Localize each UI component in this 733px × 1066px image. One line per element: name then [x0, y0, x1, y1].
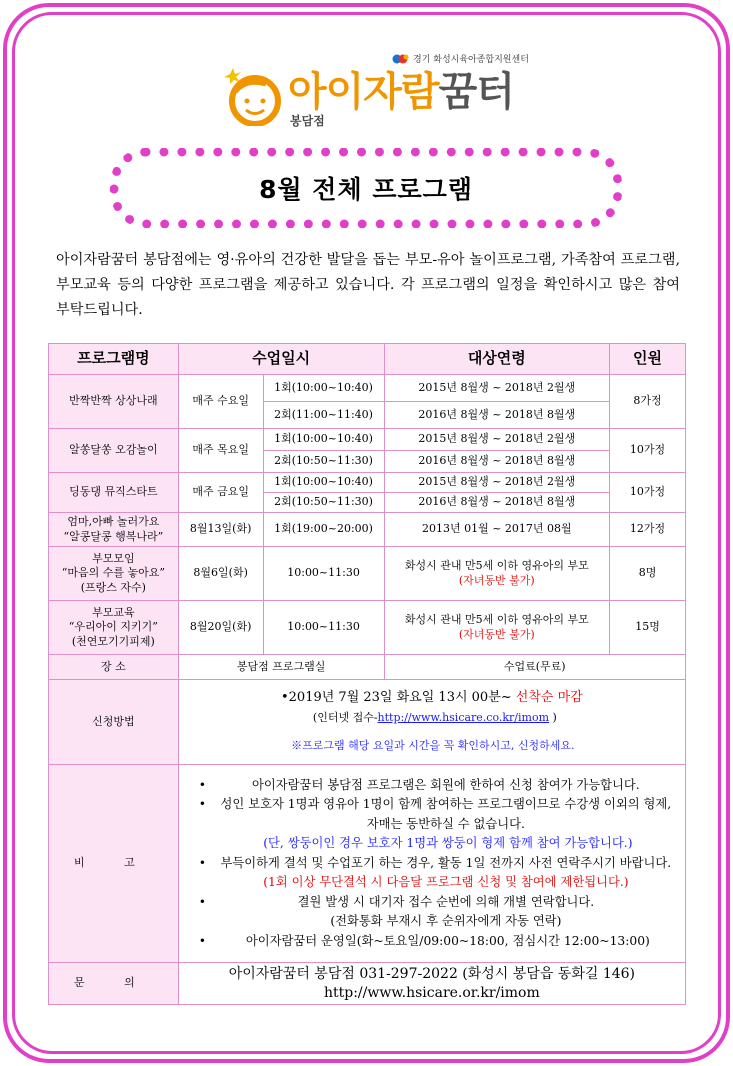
table-row [49, 547, 686, 601]
program-name: 부모모임 “마음의 수를 놓아요” (프랑스 자수) [49, 547, 179, 601]
center-logo-icon [392, 53, 410, 65]
program-name: 엄마,아빠 놀러가요 “알콩달콩 행복나라” [49, 513, 179, 547]
list-item: (단, 쌍둥이인 경우 보호자 1명과 쌍둥이 형제 함께 참여 가능합니다.) [263, 836, 633, 851]
table-row [49, 513, 686, 547]
contact-url[interactable]: http://www.hsicare.or.kr/imom [323, 984, 540, 1001]
session-time: 2회(11:00~11:40) [263, 402, 384, 429]
program-capacity: 15명 [610, 601, 686, 655]
program-day: 매주 금요일 [178, 473, 263, 513]
program-capacity: 8명 [610, 547, 686, 601]
header-program: 프로그램명 [49, 344, 179, 375]
apply-online: (인터넷 접수-http://www.hsicare.co.kr/imom ) [312, 711, 557, 725]
list-item: (1회 이상 무단결석 시 다음달 프로그램 신청 및 참여에 제한됩니다.) [263, 875, 629, 890]
program-date: 8월20일(화) [178, 601, 263, 655]
contact-row [49, 963, 686, 1005]
intro-paragraph: 아이자람꿈터 봉담점에는 영·유아의 건강한 발달을 돕는 부모-유아 놀이프로그램, 가족참여 프로그램, 부모교육 등의 다양한 프로그램을 제공하고 있습니다. 각 프로그램의 일정을 확인하시고 많은 참여 부탁드립니다. [56, 252, 680, 318]
table-row [49, 601, 686, 655]
header-age: 대상연령 [384, 344, 610, 375]
session-age: 2016년 8월생 ~ 2018년 8월생 [384, 451, 610, 473]
remarks-label: 비 고 [49, 765, 179, 963]
table-header-row [49, 344, 686, 375]
apply-content [178, 680, 685, 765]
session-age: 화성시 관내 만5세 이하 영유아의 부모 (자녀동반 불가) [384, 547, 610, 601]
list-item: • 결원 발생 시 대기자 접수 순번에 의해 개별 연락합니다. [198, 894, 595, 909]
table-row [49, 429, 686, 451]
session-time: 1회(19:00~20:00) [263, 513, 384, 547]
list-item: • 아이자람꿈터 봉담점 프로그램은 회원에 한하여 신청 참여가 가능합니다. [198, 777, 640, 792]
remarks-row [49, 765, 686, 963]
contact-content [178, 963, 685, 1005]
session-time: 1회(10:00~10:40) [263, 429, 384, 451]
table-row [49, 473, 686, 493]
fee-value: 수업료(무료) [384, 655, 685, 680]
apply-label: 신청방법 [49, 680, 179, 765]
apply-date: •2019년 7월 23일 화요일 13시 00분~ 선착순 마감 [280, 690, 583, 706]
program-name: 반짝반짝 상상나래 [49, 375, 179, 429]
session-time: 1회(10:00~10:40) [263, 473, 384, 493]
remarks-list [199, 776, 677, 952]
page-title: 8월 전체 프로그램 [259, 175, 473, 204]
apply-row [49, 680, 686, 765]
list-item: • 부득이하게 결석 및 수업포기 하는 경우, 활동 1일 전까지 사전 연락주시기 바랍니다. [198, 855, 672, 870]
center-name: 경기 화성시육아종합지원센터 [392, 52, 529, 65]
session-time: 10:00~11:30 [263, 601, 384, 655]
session-time: 1회(10:00~10:40) [263, 375, 384, 402]
table-row [49, 375, 686, 402]
program-name: 부모교육 “우리아이 지키기” (천연모기기피제) [49, 601, 179, 655]
program-day: 매주 수요일 [178, 375, 263, 429]
list-item: • 아이자람꿈터 운영일(화~토요일/09:00~18:00, 점심시간 12:00~13:00) [198, 933, 650, 948]
session-time: 2회(10:50~11:30) [263, 451, 384, 473]
session-age: 2015년 8월생 ~ 2018년 2월생 [384, 473, 610, 493]
session-time: 10:00~11:30 [263, 547, 384, 601]
logo [222, 52, 529, 130]
place-row [49, 655, 686, 680]
program-capacity: 8가정 [610, 375, 686, 429]
contact-label: 문 의 [49, 963, 179, 1005]
contact-phone: 아이자람꿈터 봉담점 031-297-2022 (화성시 봉담읍 동화길 146) [228, 966, 636, 983]
remarks-content [178, 765, 685, 963]
program-date: 8월13일(화) [178, 513, 263, 547]
child-face-icon [222, 68, 284, 126]
program-name: 딩동댕 뮤직스타트 [49, 473, 179, 513]
program-table [48, 343, 686, 1005]
session-time: 2회(10:50~11:30) [263, 493, 384, 513]
program-day: 매주 목요일 [178, 429, 263, 473]
session-age: 2015년 8월생 ~ 2018년 2월생 [384, 429, 610, 451]
logo-branch: 봉담점 [290, 114, 325, 128]
list-item: • 성인 보호자 1명과 영유아 1명이 함께 참여하는 프로그램이므로 수강생 이외의 형제, 자매는 동반하실 수 없습니다. [198, 797, 672, 831]
session-age: 화성시 관내 만5세 이하 영유아의 부모 (자녀동반 불가) [384, 601, 610, 655]
session-age: 2013년 01월 ~ 2017년 08월 [384, 513, 610, 547]
list-item: (전화통화 부재시 후 순위자에게 자동 연락) [330, 914, 562, 929]
program-name: 알쏭달쏭 오감놀이 [49, 429, 179, 473]
session-age: 2016년 8월생 ~ 2018년 8월생 [384, 402, 610, 429]
session-age: 2015년 8월생 ~ 2018년 2월생 [384, 375, 610, 402]
place-label: 장 소 [49, 655, 179, 680]
apply-link[interactable]: http://www.hsicare.co.kr/imom [377, 711, 550, 725]
header-schedule: 수업일시 [178, 344, 384, 375]
program-capacity: 10가정 [610, 473, 686, 513]
header-capacity: 인원 [610, 344, 686, 375]
logo-title: 아이자람꿈터 [288, 69, 514, 115]
title-box [110, 148, 622, 228]
place-value: 봉담점 프로그램실 [178, 655, 384, 680]
program-capacity: 10가정 [610, 429, 686, 473]
program-date: 8월6일(화) [178, 547, 263, 601]
program-capacity: 12가정 [610, 513, 686, 547]
session-age: 2016년 8월생 ~ 2018년 8월생 [384, 493, 610, 513]
apply-note: ※프로그램 해당 요일과 시간을 꼭 확인하시고, 신청하세요. [291, 739, 575, 753]
